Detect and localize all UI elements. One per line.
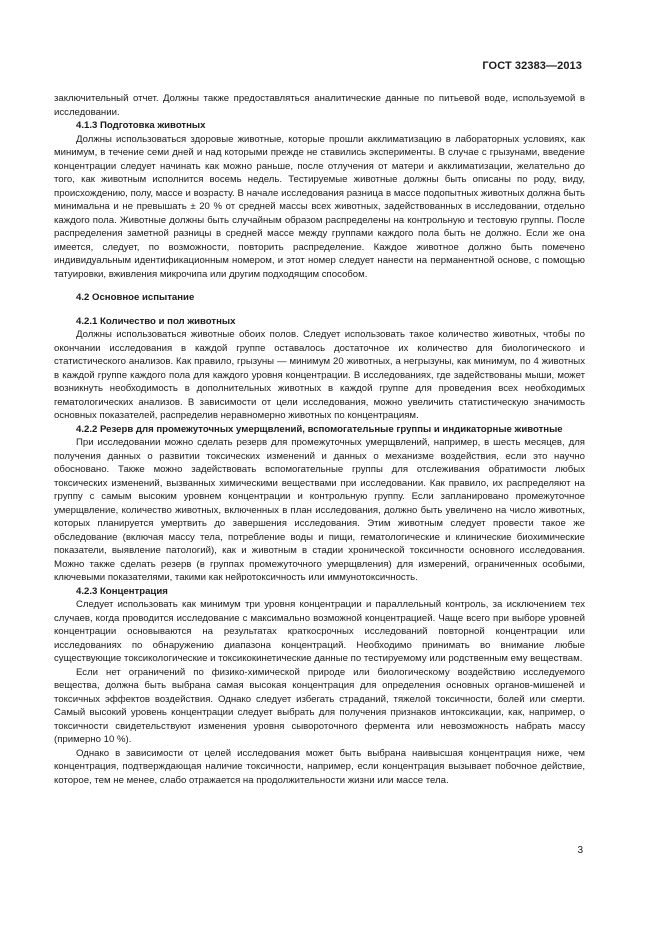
paragraph: Однако в зависимости от целей исследования может быть выбрана наивысшая концентрация ниже, чем концентрация, подтверждающая наличие токсичности, например, если концентрация вызывает побочное действие, которое, тем не менее, слабо отражается на продолжительности жизни или массе тела.: [54, 747, 585, 786]
paragraph: Если нет ограничений по физико-химической природе или биологическому воздействию исследуемого вещества, должна быть выбрана самая высокая концентрация для определения основных органов-мишеней и токсичных эффектов воздействия. Однако следует избегать страданий, тяжелой токсичности, болей или смерти. Самый высокий уровень концентрации следует выбрать для получения признаков интоксикации, как, например, о токсичности свидетельствуют изменения уровня сывороточного фермента или невозможность набрать массу (примерно 10 %).: [54, 666, 585, 745]
document-body: [54, 92, 585, 787]
document-header: ГОСТ 32383—2013: [482, 60, 582, 72]
section-heading: 4.1.3 Подготовка животных: [76, 120, 206, 131]
section-heading: 4.2 Основное испытание: [76, 292, 195, 303]
paragraph: Должны использоваться здоровые животные, которые прошли акклиматизацию в лабораторных условиях, как минимум, в течение семи дней и над которыми прежде не ставились эксперименты. В случае с грызунами, введение концентрации следует начинать как можно раньше, после отлучения от матери и акклиматизации, желательно до того, как животным исполнится восемь недель. Тестируемые животные должны быть описаны по роду, виду, происхождению, полу, массе и возрасту. В начале исследования разница в массе подопытных животных должна быть минимальна и не превышать ± 20 % от средней массы всех животных, задействованных в исследовании, отдельно каждого пола. Животные должны быть случайным образом распределены на контрольную и тестовую группы. После распределения заметной разницы в средней массе между группами каждого пола быть не должно. Если же она имеется, следует, по возможности, повторить распределение. Каждое животное должно быть помечено индивидуальным идентификационным номером, и этот номер следует нанести на перманентной основе, с помощью татуировки, вживления микрочипа или другим подходящим способом.: [54, 133, 585, 280]
paragraph: При исследовании можно сделать резерв для промежуточных умерщвлений, например, в шесть месяцев, для получения данных о развитии токсических изменений и данных о механизме воздействия, если это научно обосновано. Также можно задействовать вспомогательные группы для отслеживания обратимости любых токсических изменений, вызванных химическими веществами при исследовании. Как правило, их распределяют на группу с самым высоким уровнем концентрации и контрольную группу. Если запланировано промежуточное умерщвление, количество животных, включенных в план исследования, должно быть увеличено на число животных, которых планируется умертвить до завершения исследования. Этим животным следует провести такое же обследование (включая массу тела, потребление воды и пищи, гематологические и клинические биохимические показатели, выявление патологий), как и животным в стадии хронической токсичности основного исследования. Можно также сделать резерв (в группах промежуточного умерщвления) для измерений, ограниченных особыми, ключевыми показателями, такими как нейротоксичность или иммунотоксичность.: [54, 437, 585, 583]
page-number: 3: [577, 845, 583, 856]
paragraph: Должны использоваться животные обоих полов. Следует использовать такое количество животных, чтобы по окончании исследования в каждой группе оставалось достаточное их количество для биологического и статистического анализов. Как правило, грызуны — минимум 20 животных, а негрызуны, как минимум, по 4 животных в каждой группе каждого пола для каждого уровня концентрации. В исследованиях, где задействованы мыши, может возникнуть необходимость в дополнительных животных в каждой группе для проведения всех необходимых гематологических анализов. В зависимости от цели исследования, можно увеличить статистическую значимость основных показателей, распределив неравномерно животных по концентрациям.: [54, 329, 585, 421]
section-heading: 4.2.3 Концентрация: [76, 585, 168, 597]
section-heading: 4.2.2 Резерв для промежуточных умерщвлений, вспомогательные группы и индикаторные животные: [76, 423, 563, 435]
section-gap: [54, 305, 585, 315]
section-heading: 4.2.1 Количество и пол животных: [76, 315, 236, 327]
paragraph: заключительный отчет. Должны также предоставляться аналитические данные по питьевой воде, используемой в исследовании.: [54, 93, 585, 118]
section-gap: [54, 281, 585, 291]
paragraph: Следует использовать как минимум три уровня концентрации и параллельный контроль, за исключением тех случаев, когда проводится исследование с максимально возможной концентрацией. Чаще всего при выборе уровней концентрации основываются на результатах краткосрочных исследований повторной концентрации или исследованиях по обнаружению диапазона концентраций. Необходимо принимать во внимание любые существующие токсикологические и токсикокинетические данные по тестируемому или родственным ему веществам.: [54, 599, 585, 664]
